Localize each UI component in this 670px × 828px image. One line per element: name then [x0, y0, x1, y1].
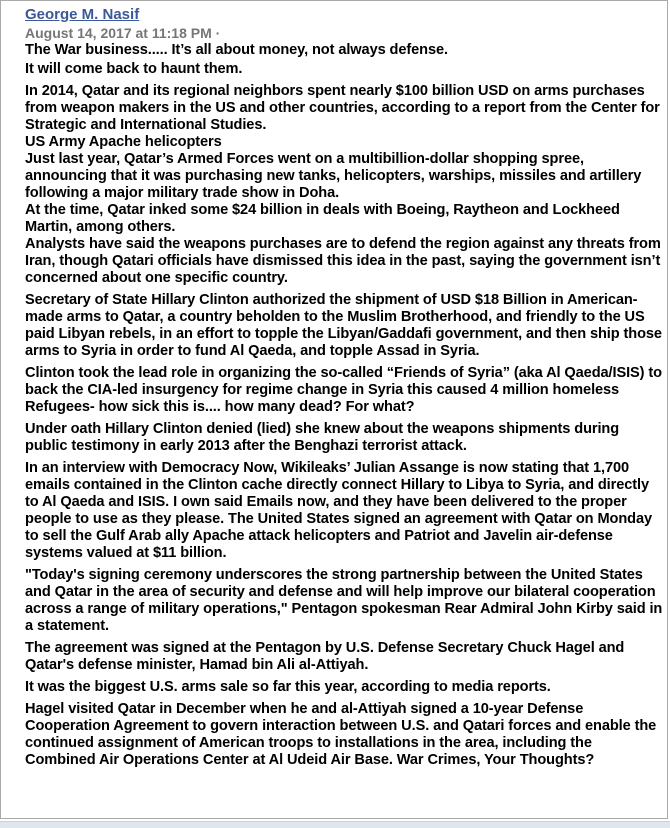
post-paragraph: It will come back to haunt them.: [25, 61, 243, 77]
post-paragraph: The agreement was signed at the Pentagon by U.S. Defense Secretary Chuck Hagel and Qatar's defense minister, Hamad bin Ali al-Attiyah.: [25, 640, 625, 673]
post-paragraph: In an interview with Democracy Now, Wikileaks’ Julian Assange is now stating that 1,700 emails contained in the Clinton cache directly connect Hillary to Libya to Syria, and directly to Al Qaeda and ISIS. I own said Emails now, and they have been delivered to the proper people to use as they please. The United States signed an agreement with Qatar on Monday to sell the Gulf Arab ally Apache attack helicopters and Patriot and Javelin air-defense systems valued at $11 billion.: [25, 460, 652, 561]
author-name-link[interactable]: George M. Nasif: [25, 6, 140, 23]
post-paragraph: Clinton took the lead role in organizing the so-called “Friends of Syria” (aka Al Qaeda/ISIS) to back the CIA-led insurgency for regime change in Syria this caused 4 million homeless Refugees- how sick this is.... how many dead? For what?: [25, 365, 662, 415]
post-timestamp[interactable]: August 14, 2017 at 11:18 PM ·: [25, 25, 221, 41]
post-paragraph: Under oath Hillary Clinton denied (lied) she knew about the weapons shipments during public testimony in early 2013 after the Benghazi terrorist attack.: [25, 421, 620, 454]
post-paragraph: In 2014, Qatar and its regional neighbors spent nearly $100 billion USD on arms purchases from weapon makers in the US and other countries, according to a report from the Center for Strategic and International Studies. US Army Apache helicopters Just last year, Qatar’s Armed Forces went on a multibillion-dollar shopping spree, announcing that it was purchasing new tanks, helicopters, warships, missiles and artillery following a major military trade show in Doha. At the time, Qatar inked some $24 billion in deals with Boeing, Raytheon and Lockheed Martin, among others. Analysts have said the weapons purchases are to defend the region against any threats from Iran, though Qatari officials have dismissed this idea in the past, saying the government isn’t concerned about one specific country.: [25, 83, 661, 286]
post-paragraph: The War business..... It’s all about money, not always defense.: [25, 42, 448, 58]
post-paragraph: Hagel visited Qatar in December when he and al-Attiyah signed a 10-year Defense Cooperation Agreement to govern interaction between U.S. and Qatari forces and enable the continued assignment of American troops to installations in the area, including the Combined Air Operations Center at Al Udeid Air Base. War Crimes, Your Thoughts?: [25, 701, 657, 768]
post-paragraph: Secretary of State Hillary Clinton authorized the shipment of USD $18 Billion in American-made arms to Qatar, a country beholden to the Muslim Brotherhood, and friendly to the US paid Libyan rebels, in an effort to topple the Libyan/Gaddafi government, and then ship those arms to Syria in order to fund Al Qaeda, and topple Assad in Syria.: [25, 292, 662, 359]
post-paragraph: It was the biggest U.S. arms sale so far this year, according to media reports.: [25, 679, 551, 695]
post-body: [25, 42, 665, 769]
post-paragraph: "Today's signing ceremony underscores the strong partnership between the United States and Qatar in the area of security and defense and will help improve our bilateral cooperation across a range of military operations," Pentagon spokesman Rear Admiral John Kirby said in a statement.: [25, 567, 663, 634]
post: [25, 5, 665, 774]
